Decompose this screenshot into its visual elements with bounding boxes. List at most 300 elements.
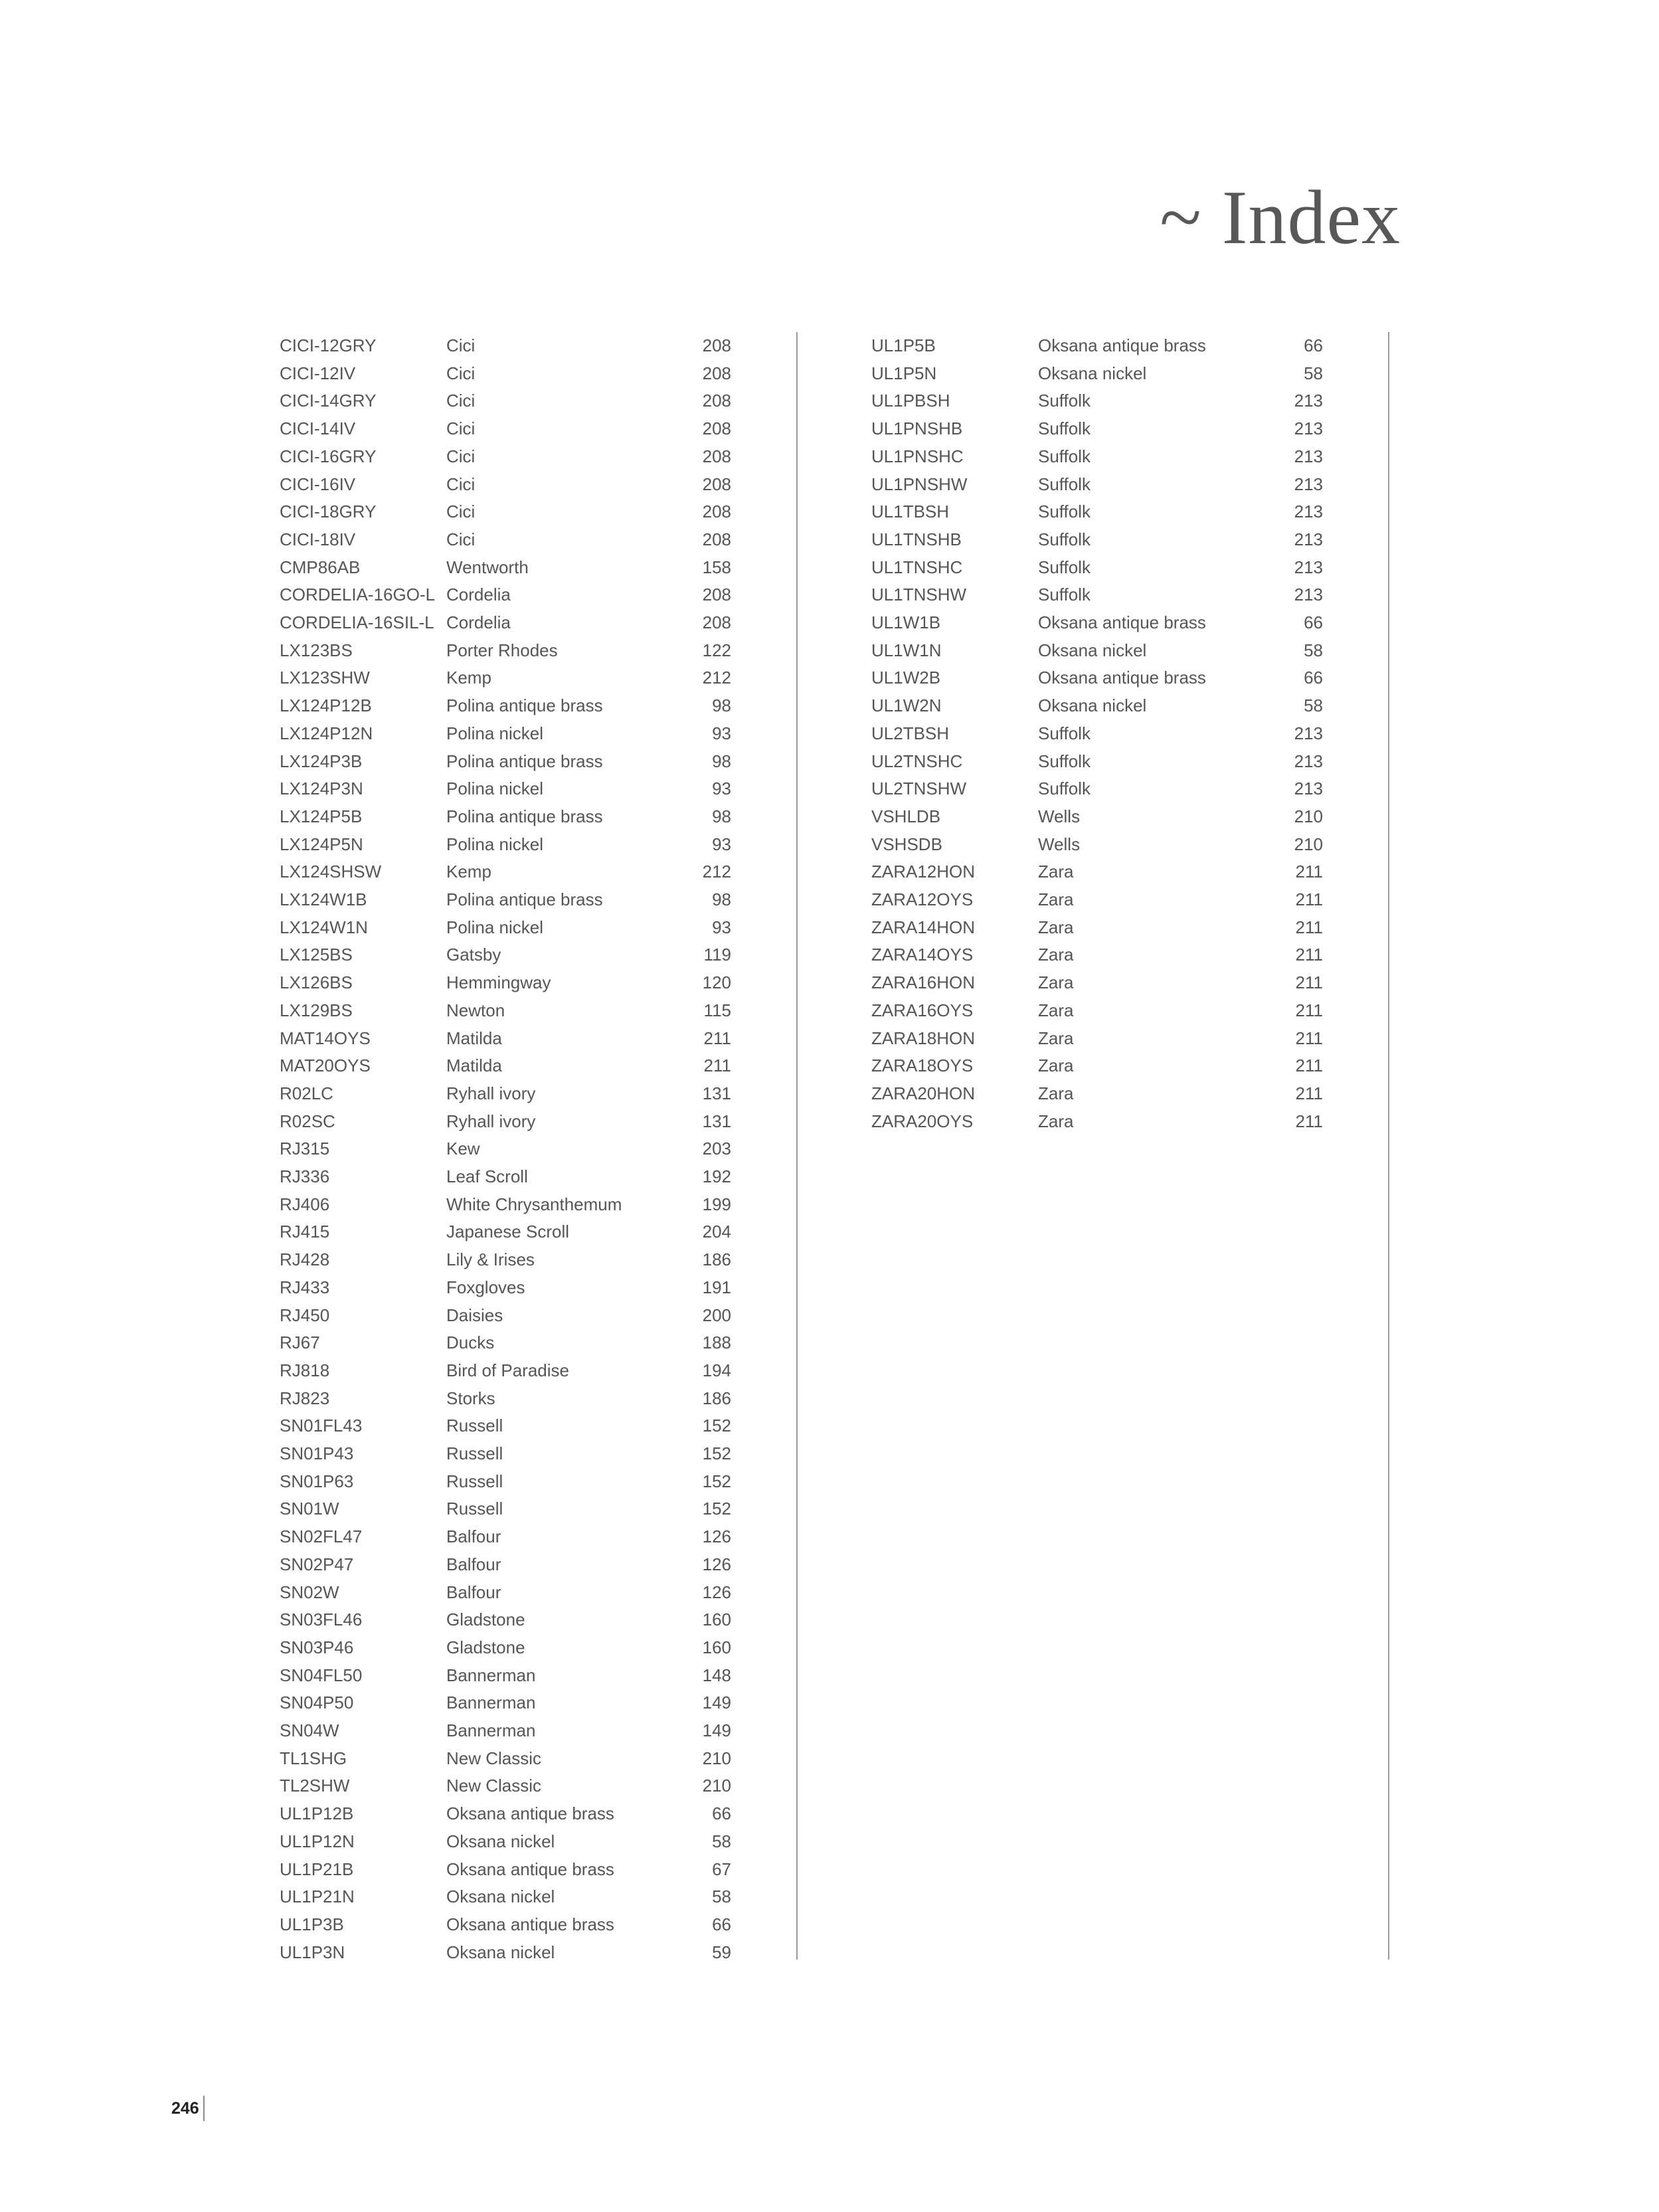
entry-name: Oksana nickel <box>446 1942 555 1962</box>
index-entry <box>280 1689 731 1716</box>
entry-name: Polina antique brass <box>446 695 603 716</box>
index-entry <box>280 1828 731 1855</box>
entry-name: Oksana antique brass <box>446 1803 614 1824</box>
entry-name: Balfour <box>446 1554 501 1574</box>
entry-code: LX124W1N <box>280 917 368 937</box>
entry-page: 213 <box>1294 751 1323 771</box>
entry-code: UL1P21N <box>280 1887 355 1907</box>
index-entry <box>871 471 1323 498</box>
entry-page: 213 <box>1294 502 1323 522</box>
entry-code: LX124P5N <box>280 834 363 854</box>
entry-page: 203 <box>702 1139 731 1159</box>
entry-page: 210 <box>1294 806 1323 826</box>
entry-name: Polina antique brass <box>446 806 603 826</box>
entry-name: Russell <box>446 1471 503 1491</box>
entry-page: 126 <box>702 1582 731 1602</box>
index-entry <box>280 1025 731 1052</box>
index-entry <box>871 664 1323 691</box>
entry-code: RJ336 <box>280 1166 330 1186</box>
entry-code: CICI-16GRY <box>280 446 377 466</box>
index-entry <box>280 1357 731 1384</box>
entry-name: Bannerman <box>446 1693 536 1713</box>
entry-code: UL1PNSHC <box>871 446 964 466</box>
entry-name: Lily & Irises <box>446 1249 535 1270</box>
entry-name: Suffolk <box>1038 585 1091 605</box>
entry-page: 59 <box>712 1942 731 1962</box>
entry-code: SN02FL47 <box>280 1526 363 1547</box>
index-entry <box>871 914 1323 941</box>
entry-name: Wells <box>1038 806 1081 826</box>
entry-page: 152 <box>702 1416 731 1436</box>
entry-page: 213 <box>1294 585 1323 605</box>
entry-name: Cici <box>446 363 476 383</box>
entry-page: 152 <box>702 1499 731 1519</box>
entry-code: LX124P12N <box>280 723 373 743</box>
entry-code: UL1TNSHC <box>871 557 963 577</box>
index-entry <box>280 831 731 858</box>
entry-name: Leaf Scroll <box>446 1166 528 1186</box>
index-entry <box>280 1329 731 1356</box>
entry-name: Oksana nickel <box>1038 640 1147 660</box>
entry-page: 210 <box>702 1776 731 1796</box>
entry-code: CMP86AB <box>280 557 361 577</box>
entry-name: Cici <box>446 418 476 439</box>
entry-code: CICI-16IV <box>280 474 356 494</box>
entry-page: 211 <box>1295 945 1323 965</box>
entry-code: UL1W1B <box>871 612 941 632</box>
entry-page: 158 <box>702 557 731 577</box>
entry-name: Newton <box>446 1000 505 1020</box>
entry-page: 58 <box>712 1831 731 1851</box>
entry-name: Suffolk <box>1038 751 1091 771</box>
entry-code: SN01W <box>280 1499 339 1519</box>
index-entry <box>871 1080 1323 1107</box>
entry-code: UL1P12B <box>280 1803 354 1824</box>
entry-name: Zara <box>1038 862 1074 882</box>
index-entry <box>280 941 731 968</box>
entry-code: ZARA18HON <box>871 1028 976 1048</box>
entry-name: Zara <box>1038 1111 1074 1131</box>
entry-code: ZARA16OYS <box>871 1000 974 1020</box>
entry-page: 98 <box>712 889 731 909</box>
index-entry <box>871 886 1323 913</box>
entry-name: Suffolk <box>1038 529 1091 549</box>
entry-code: LX124P5B <box>280 806 363 826</box>
entry-name: Oksana nickel <box>1038 363 1147 383</box>
entry-name: Zara <box>1038 1056 1074 1076</box>
entry-page: 93 <box>712 834 731 854</box>
entry-page: 93 <box>712 723 731 743</box>
entry-page: 66 <box>1304 668 1323 688</box>
index-entry <box>280 471 731 498</box>
index-entry <box>280 1302 731 1329</box>
index-entry <box>280 1772 731 1799</box>
index-entry <box>280 1883 731 1910</box>
entry-name: Oksana nickel <box>1038 695 1147 716</box>
index-entry <box>280 1856 731 1883</box>
entry-name: Suffolk <box>1038 446 1091 466</box>
entry-page: 58 <box>1304 640 1323 660</box>
entry-name: Suffolk <box>1038 779 1091 799</box>
entry-name: Russell <box>446 1416 503 1436</box>
entry-name: Cici <box>446 502 476 522</box>
entry-page: 131 <box>702 1083 731 1103</box>
entry-name: Polina nickel <box>446 723 543 743</box>
entry-code: UL2TBSH <box>871 723 950 743</box>
entry-page: 66 <box>712 1914 731 1934</box>
entry-name: Suffolk <box>1038 557 1091 577</box>
entry-page: 211 <box>1295 1028 1323 1048</box>
entry-name: Zara <box>1038 945 1074 965</box>
entry-code: UL1P21B <box>280 1859 354 1879</box>
index-entry <box>871 720 1323 747</box>
entry-name: Matilda <box>446 1056 502 1076</box>
index-entry <box>280 664 731 691</box>
index-entry <box>280 1939 731 1966</box>
entry-page: 131 <box>702 1111 731 1131</box>
entry-code: UL1W2N <box>871 695 942 716</box>
entry-name: Zara <box>1038 1083 1074 1103</box>
entry-page: 192 <box>702 1166 731 1186</box>
entry-page: 186 <box>702 1388 731 1408</box>
index-entry <box>871 831 1323 858</box>
entry-code: SN01FL43 <box>280 1416 363 1436</box>
entry-code: CICI-18GRY <box>280 502 377 522</box>
entry-code: MAT20OYS <box>280 1056 371 1076</box>
index-entry <box>280 858 731 885</box>
entry-page: 212 <box>702 668 731 688</box>
entry-code: SN02W <box>280 1582 339 1602</box>
entry-code: UL1TBSH <box>871 502 950 522</box>
index-entry <box>280 1800 731 1827</box>
entry-name: Ryhall ivory <box>446 1111 536 1131</box>
index-entry <box>280 914 731 941</box>
index-entry <box>280 1246 731 1273</box>
entry-page: 208 <box>702 391 731 411</box>
entry-name: Zara <box>1038 1000 1074 1020</box>
index-entry <box>280 1745 731 1772</box>
index-entry <box>280 526 731 553</box>
entry-page: 208 <box>702 585 731 605</box>
entry-code: ZARA14HON <box>871 917 976 937</box>
index-entry <box>280 498 731 525</box>
entry-code: SN04W <box>280 1720 339 1740</box>
column-divider <box>1388 332 1389 1960</box>
entry-name: Gladstone <box>446 1637 525 1657</box>
entry-page: 126 <box>702 1526 731 1547</box>
entry-name: Polina nickel <box>446 917 543 937</box>
index-entry <box>871 775 1323 802</box>
index-entry <box>280 1052 731 1079</box>
entry-page: 67 <box>712 1859 731 1879</box>
entry-page: 122 <box>702 640 731 660</box>
entry-code: SN03FL46 <box>280 1610 363 1630</box>
entry-code: LX124P12B <box>280 695 372 716</box>
entry-code: UL1TNSHW <box>871 585 967 605</box>
entry-code: VSHSDB <box>871 834 942 854</box>
index-entry <box>280 1274 731 1301</box>
entry-code: CICI-12GRY <box>280 335 377 355</box>
entry-code: RJ818 <box>280 1360 330 1380</box>
entry-name: Oksana antique brass <box>446 1914 614 1934</box>
entry-name: Polina antique brass <box>446 751 603 771</box>
entry-name: Zara <box>1038 972 1074 993</box>
index-entry <box>280 360 731 387</box>
entry-code: LX129BS <box>280 1000 353 1020</box>
index-entry <box>871 387 1323 415</box>
index-entry <box>871 526 1323 553</box>
entry-name: Zara <box>1038 917 1074 937</box>
entry-page: 58 <box>1304 363 1323 383</box>
index-entry <box>871 692 1323 719</box>
entry-page: 210 <box>1294 834 1323 854</box>
entry-name: Kew <box>446 1139 480 1159</box>
index-entry <box>280 720 731 747</box>
entry-code: RJ406 <box>280 1194 330 1214</box>
index-entry <box>871 969 1323 996</box>
entry-name: Russell <box>446 1499 503 1519</box>
index-entry <box>280 1634 731 1661</box>
entry-code: CICI-18IV <box>280 529 356 549</box>
entry-page: 212 <box>702 862 731 882</box>
entry-page: 211 <box>1295 972 1323 993</box>
entry-code: LX123SHW <box>280 668 370 688</box>
entry-name: Oksana nickel <box>446 1887 555 1907</box>
index-entry <box>280 692 731 719</box>
index-entry <box>280 1108 731 1135</box>
entry-page: 66 <box>712 1803 731 1824</box>
entry-name: Wells <box>1038 834 1081 854</box>
entry-page: 211 <box>1295 1111 1323 1131</box>
entry-code: UL1W2B <box>871 668 941 688</box>
index-entry <box>280 387 731 415</box>
page-title: ~ Index <box>1160 175 1401 260</box>
entry-page: 149 <box>702 1693 731 1713</box>
index-entry <box>871 554 1323 581</box>
entry-page: 211 <box>703 1056 731 1076</box>
index-entry <box>871 858 1323 885</box>
entry-name: Oksana antique brass <box>1038 612 1206 632</box>
entry-code: SN01P43 <box>280 1443 354 1463</box>
index-entry <box>280 1523 731 1550</box>
entry-page: 211 <box>1295 862 1323 882</box>
index-entry <box>280 1662 731 1689</box>
entry-page: 211 <box>1295 1056 1323 1076</box>
entry-page: 208 <box>702 502 731 522</box>
entry-page: 98 <box>712 806 731 826</box>
index-column-left <box>280 332 798 1960</box>
index-entry <box>280 1606 731 1633</box>
entry-page: 93 <box>712 779 731 799</box>
index-entry <box>280 581 731 608</box>
entry-page: 208 <box>702 363 731 383</box>
entry-page: 208 <box>702 335 731 355</box>
entry-name: Japanese Scroll <box>446 1222 569 1242</box>
entry-name: Oksana antique brass <box>1038 668 1206 688</box>
entry-name: Suffolk <box>1038 474 1091 494</box>
index-entry <box>871 609 1323 636</box>
entry-page: 208 <box>702 612 731 632</box>
index-entry <box>280 1495 731 1522</box>
entry-name: Cordelia <box>446 585 511 605</box>
index-entry <box>280 415 731 442</box>
entry-page: 160 <box>702 1610 731 1630</box>
entry-code: LX125BS <box>280 945 353 965</box>
index-entry <box>280 554 731 581</box>
index-entry <box>280 1579 731 1606</box>
index-entry <box>280 1218 731 1245</box>
entry-name: Suffolk <box>1038 723 1091 743</box>
index-entry <box>280 1385 731 1412</box>
index-entry <box>280 1163 731 1190</box>
entry-page: 186 <box>702 1249 731 1270</box>
entry-name: Oksana antique brass <box>446 1859 614 1879</box>
entry-code: UL1P5N <box>871 363 937 383</box>
index-entry <box>871 941 1323 968</box>
entry-name: Cordelia <box>446 612 511 632</box>
entry-name: Gladstone <box>446 1610 525 1630</box>
entry-code: ZARA12HON <box>871 862 976 882</box>
entry-code: ZARA18OYS <box>871 1056 974 1076</box>
entry-code: CICI-14GRY <box>280 391 377 411</box>
entry-code: UL1W1N <box>871 640 942 660</box>
entry-page: 149 <box>702 1720 731 1740</box>
page-number: 246 <box>171 2096 205 2121</box>
index-entry <box>871 1025 1323 1052</box>
index-entry <box>280 748 731 775</box>
entry-page: 211 <box>1295 917 1323 937</box>
entry-name: Ducks <box>446 1333 495 1353</box>
entry-name: Cici <box>446 335 476 355</box>
entry-code: RJ823 <box>280 1388 330 1408</box>
index-entry <box>280 637 731 664</box>
entry-page: 213 <box>1294 557 1323 577</box>
entry-code: R02SC <box>280 1111 335 1131</box>
entry-name: New Classic <box>446 1748 542 1768</box>
entry-code: SN04P50 <box>280 1693 354 1713</box>
entry-code: CICI-12IV <box>280 363 356 383</box>
index-entry <box>280 886 731 913</box>
entry-page: 58 <box>712 1887 731 1907</box>
index-entry <box>871 443 1323 470</box>
entry-page: 213 <box>1294 474 1323 494</box>
entry-name: Bannerman <box>446 1720 536 1740</box>
entry-code: RJ428 <box>280 1249 330 1270</box>
entry-name: Polina nickel <box>446 779 543 799</box>
index-entry <box>871 360 1323 387</box>
entry-page: 213 <box>1294 418 1323 439</box>
entry-code: UL1P3N <box>280 1942 345 1962</box>
entry-name: Hemmingway <box>446 972 551 993</box>
entry-name: Polina antique brass <box>446 889 603 909</box>
entry-code: UL1TNSHB <box>871 529 962 549</box>
entry-name: Balfour <box>446 1582 501 1602</box>
entry-page: 213 <box>1294 723 1323 743</box>
entry-page: 210 <box>702 1748 731 1768</box>
entry-code: ZARA16HON <box>871 972 976 993</box>
entry-name: Zara <box>1038 1028 1074 1048</box>
entry-name: Bird of Paradise <box>446 1360 569 1380</box>
index-entry <box>280 1911 731 1938</box>
index-entry <box>871 637 1323 664</box>
entry-page: 148 <box>702 1665 731 1685</box>
entry-page: 58 <box>1304 695 1323 716</box>
index-entry <box>871 803 1323 830</box>
entry-name: Ryhall ivory <box>446 1083 536 1103</box>
entry-page: 213 <box>1294 779 1323 799</box>
entry-page: 213 <box>1294 529 1323 549</box>
entry-code: RJ315 <box>280 1139 330 1159</box>
index-entry <box>871 498 1323 525</box>
entry-code: CORDELIA-16SIL-L <box>280 612 434 632</box>
index-entry <box>280 997 731 1024</box>
entry-page: 213 <box>1294 446 1323 466</box>
entry-name: Polina nickel <box>446 834 543 854</box>
entry-code: UL2TNSHC <box>871 751 963 771</box>
entry-name: Oksana antique brass <box>1038 335 1206 355</box>
entry-code: TL1SHG <box>280 1748 347 1768</box>
entry-code: UL1P12N <box>280 1831 355 1851</box>
index-entry <box>280 1468 731 1495</box>
entry-code: LX123BS <box>280 640 353 660</box>
entry-page: 152 <box>702 1471 731 1491</box>
entry-name: Porter Rhodes <box>446 640 558 660</box>
entry-name: Suffolk <box>1038 418 1091 439</box>
entry-code: ZARA14OYS <box>871 945 974 965</box>
index-entry <box>280 332 731 359</box>
entry-page: 188 <box>702 1333 731 1353</box>
index-entry <box>871 332 1323 359</box>
index-entry <box>280 969 731 996</box>
index-entry <box>280 803 731 830</box>
entry-page: 208 <box>702 418 731 439</box>
entry-page: 152 <box>702 1443 731 1463</box>
entry-code: SN02P47 <box>280 1554 354 1574</box>
entry-code: CICI-14IV <box>280 418 356 439</box>
entry-code: ZARA12OYS <box>871 889 974 909</box>
entry-page: 119 <box>703 945 731 965</box>
entry-page: 98 <box>712 695 731 716</box>
entry-name: Kemp <box>446 668 491 688</box>
index-column-right <box>871 332 1389 1960</box>
entry-page: 208 <box>702 446 731 466</box>
entry-page: 208 <box>702 529 731 549</box>
entry-page: 98 <box>712 751 731 771</box>
entry-code: SN03P46 <box>280 1637 354 1657</box>
entry-name: Wentworth <box>446 557 529 577</box>
index-entry <box>280 1551 731 1578</box>
index-entry <box>280 1412 731 1439</box>
index-entry <box>871 581 1323 608</box>
index-entry <box>280 1080 731 1107</box>
entry-name: Cici <box>446 529 476 549</box>
entry-code: RJ433 <box>280 1277 330 1297</box>
entry-name: Storks <box>446 1388 495 1408</box>
column-divider <box>796 332 798 1960</box>
entry-page: 211 <box>1295 889 1323 909</box>
index-entry <box>871 1052 1323 1079</box>
entry-page: 211 <box>1295 1083 1323 1103</box>
entry-name: Zara <box>1038 889 1074 909</box>
entry-page: 160 <box>702 1637 731 1657</box>
entry-code: LX124W1B <box>280 889 367 909</box>
entry-page: 199 <box>702 1194 731 1214</box>
index-entry <box>280 1191 731 1218</box>
entry-code: UL1P5B <box>871 335 936 355</box>
entry-code: CORDELIA-16GO-L <box>280 585 436 605</box>
entry-code: UL1P3B <box>280 1914 344 1934</box>
index-entry <box>280 1440 731 1467</box>
